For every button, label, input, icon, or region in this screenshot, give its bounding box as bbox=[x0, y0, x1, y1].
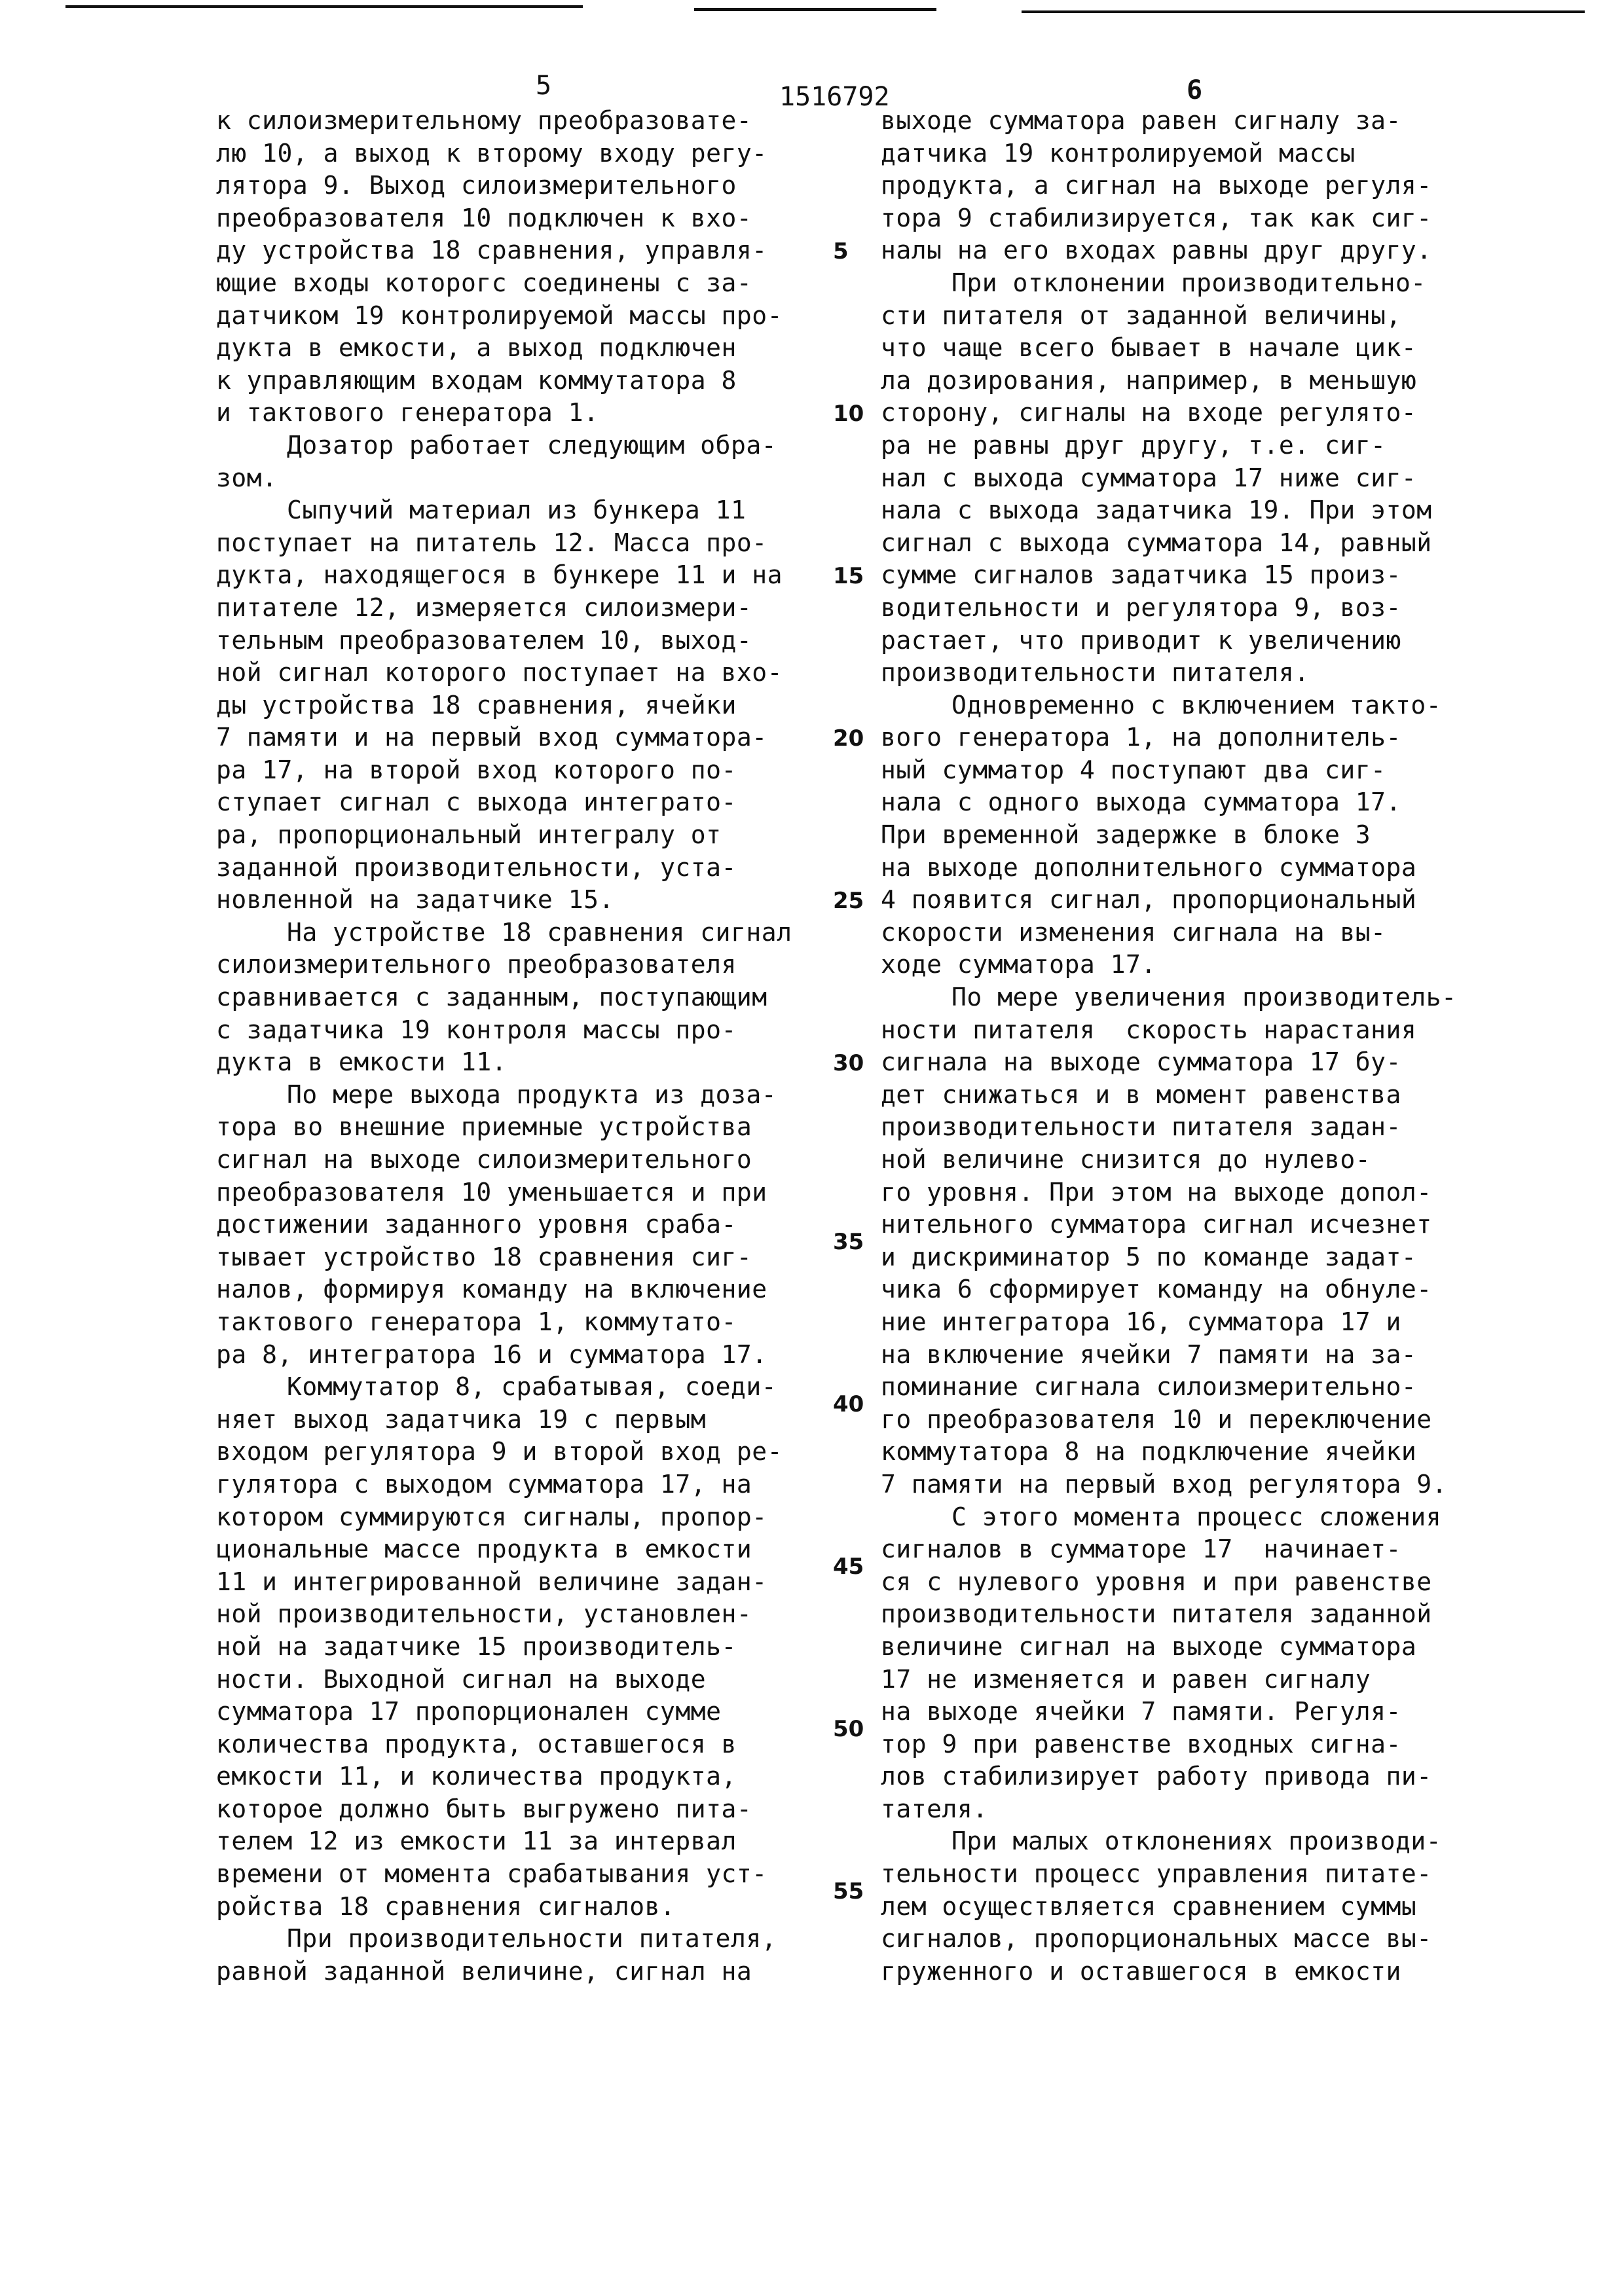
text-line: дукта в емкости, а выход подключен bbox=[216, 332, 792, 365]
text-line: При отклонении производительно- bbox=[881, 267, 1456, 300]
text-line: ной производительности, установлен- bbox=[216, 1598, 792, 1631]
left-page-number: 5 bbox=[536, 71, 551, 101]
text-line: ности. Выходной сигнал на выходе bbox=[216, 1664, 792, 1696]
line-number: 10 bbox=[833, 401, 864, 427]
text-line: чика 6 сформирует команду на обнуле- bbox=[881, 1273, 1456, 1306]
text-line: ности питателя скорость нарастания bbox=[881, 1014, 1456, 1047]
text-line: По мере выхода продукта из доза- bbox=[216, 1079, 792, 1112]
text-line: ющие входы которогс соединены с за- bbox=[216, 267, 792, 300]
text-line: ной сигнал которого поступает на вхо- bbox=[216, 657, 792, 689]
text-line: с задатчика 19 контроля массы про- bbox=[216, 1014, 792, 1047]
text-line: сумме сигналов задатчика 15 произ- bbox=[881, 559, 1456, 592]
text-line: Одновременно с включением такто- bbox=[881, 689, 1456, 722]
text-line: ный сумматор 4 поступают два сиг- bbox=[881, 754, 1456, 787]
line-number: 5 bbox=[833, 238, 849, 264]
text-line: го уровня. При этом на выходе допол- bbox=[881, 1176, 1456, 1209]
text-line: При производительности питателя, bbox=[216, 1923, 792, 1956]
text-line: ся с нулевого уровня и при равенстве bbox=[881, 1566, 1456, 1599]
text-line: тора во внешние приемные устройства bbox=[216, 1111, 792, 1144]
text-line: телем 12 из емкости 11 за интервал bbox=[216, 1825, 792, 1858]
text-line: коммутатора 8 на подключение ячейки bbox=[881, 1436, 1456, 1468]
text-line: С этого момента процесс сложения bbox=[881, 1501, 1456, 1534]
text-line: тора 9 стабилизируется, так как сиг- bbox=[881, 202, 1456, 235]
text-line: на выходе ячейки 7 памяти. Регуля- bbox=[881, 1696, 1456, 1728]
text-line: сумматора 17 пропорционален сумме bbox=[216, 1696, 792, 1728]
text-line: сигнал на выходе силоизмерительного bbox=[216, 1144, 792, 1176]
text-line: По мере увеличения производитель- bbox=[881, 981, 1456, 1014]
text-line: питателе 12, измеряется силоизмери- bbox=[216, 592, 792, 625]
text-line: лем осуществляется сравнением суммы bbox=[881, 1891, 1456, 1923]
text-line: выходе сумматора равен сигналу за- bbox=[881, 105, 1456, 137]
text-line: 17 не изменяется и равен сигналу bbox=[881, 1664, 1456, 1696]
line-number: 30 bbox=[833, 1050, 864, 1076]
text-line: и дискриминатор 5 по команде задат- bbox=[881, 1241, 1456, 1274]
text-line: водительности и регулятора 9, воз- bbox=[881, 592, 1456, 625]
text-line: гулятора с выходом сумматора 17, на bbox=[216, 1468, 792, 1501]
line-number: 25 bbox=[833, 888, 864, 914]
text-line: ды устройства 18 сравнения, ячейки bbox=[216, 689, 792, 722]
text-line: При временной задержке в блоке 3 bbox=[881, 819, 1456, 852]
text-line: сигналов, пропорциональных массе вы- bbox=[881, 1923, 1456, 1956]
text-line: налы на его входах равны друг другу. bbox=[881, 234, 1456, 267]
text-line: няет выход задатчика 19 с первым bbox=[216, 1404, 792, 1436]
text-line: ступает сигнал с выхода интеграто- bbox=[216, 786, 792, 819]
text-line: вого генератора 1, на дополнитель- bbox=[881, 721, 1456, 754]
text-line: ду устройства 18 сравнения, управля- bbox=[216, 234, 792, 267]
right-page-number: 6 bbox=[1187, 75, 1202, 105]
top-rule-center bbox=[694, 8, 936, 11]
line-number: 35 bbox=[833, 1229, 864, 1255]
text-line: 7 памяти и на первый вход сумматора- bbox=[216, 721, 792, 754]
text-line: достижении заданного уровня сраба- bbox=[216, 1209, 792, 1241]
text-line: равной заданной величине, сигнал на bbox=[216, 1956, 792, 1988]
text-line: величине сигнал на выходе сумматора bbox=[881, 1631, 1456, 1664]
text-line: Дозатор работает следующим обра- bbox=[216, 429, 792, 462]
line-number: 50 bbox=[833, 1716, 864, 1742]
text-line: поминание сигнала силоизмерительно- bbox=[881, 1371, 1456, 1404]
line-number: 20 bbox=[833, 725, 864, 752]
text-line: лов стабилизирует работу привода пи- bbox=[881, 1760, 1456, 1793]
text-line: дукта в емкости 11. bbox=[216, 1046, 792, 1079]
text-line: что чаще всего бывает в начале цик- bbox=[881, 332, 1456, 365]
text-line: производительности питателя задан- bbox=[881, 1111, 1456, 1144]
text-line: на включение ячейки 7 памяти на за- bbox=[881, 1339, 1456, 1372]
text-line: ние интегратора 16, сумматора 17 и bbox=[881, 1306, 1456, 1339]
text-line: сторону, сигналы на входе регулято- bbox=[881, 397, 1456, 429]
text-line: производительности питателя заданной bbox=[881, 1598, 1456, 1631]
text-line: к силоизмерительному преобразовате- bbox=[216, 105, 792, 137]
text-line: котором суммируются сигналы, пропор- bbox=[216, 1501, 792, 1534]
text-line: времени от момента срабатывания уст- bbox=[216, 1858, 792, 1891]
text-line: циональные массе продукта в емкости bbox=[216, 1533, 792, 1566]
text-line: ной величине снизится до нулево- bbox=[881, 1144, 1456, 1176]
line-number: 55 bbox=[833, 1878, 864, 1904]
text-line: 7 памяти на первый вход регулятора 9. bbox=[881, 1468, 1456, 1501]
text-line: скорости изменения сигнала на вы- bbox=[881, 917, 1456, 949]
text-line: сигнала на выходе сумматора 17 бу- bbox=[881, 1046, 1456, 1079]
text-line: сравнивается с заданным, поступающим bbox=[216, 981, 792, 1014]
right-column bbox=[881, 105, 1456, 1988]
text-line: нала с одного выхода сумматора 17. bbox=[881, 786, 1456, 819]
text-line: ра не равны друг другу, т.е. сиг- bbox=[881, 429, 1456, 462]
text-line: ла дозирования, например, в меньшую bbox=[881, 365, 1456, 397]
line-number: 15 bbox=[833, 563, 864, 589]
text-line: тельности процесс управления питате- bbox=[881, 1858, 1456, 1891]
text-line: датчика 19 контролируемой массы bbox=[881, 137, 1456, 170]
text-line: сигнал с выхода сумматора 14, равный bbox=[881, 527, 1456, 560]
text-line: силоизмерительного преобразователя bbox=[216, 949, 792, 981]
text-line: на выходе дополнительного сумматора bbox=[881, 852, 1456, 884]
text-line: ходе сумматора 17. bbox=[881, 949, 1456, 981]
text-line: Коммутатор 8, срабатывая, соеди- bbox=[216, 1371, 792, 1404]
text-line: емкости 11, и количества продукта, bbox=[216, 1760, 792, 1793]
text-line: и тактового генератора 1. bbox=[216, 397, 792, 429]
text-line: нала с выхода задатчика 19. При этом bbox=[881, 494, 1456, 527]
text-line: ройства 18 сравнения сигналов. bbox=[216, 1891, 792, 1923]
text-line: входом регулятора 9 и второй вход ре- bbox=[216, 1436, 792, 1468]
line-number: 45 bbox=[833, 1554, 864, 1580]
text-line: датчиком 19 контролируемой массы про- bbox=[216, 300, 792, 333]
text-line: тельным преобразователем 10, выход- bbox=[216, 625, 792, 657]
text-line: сигналов в сумматоре 17 начинает- bbox=[881, 1533, 1456, 1566]
text-line: лятора 9. Выход силоизмерительного bbox=[216, 170, 792, 202]
text-line: производительности питателя. bbox=[881, 657, 1456, 689]
text-line: преобразователя 10 уменьшается и при bbox=[216, 1176, 792, 1209]
text-line: го преобразователя 10 и переключение bbox=[881, 1404, 1456, 1436]
text-line: ра 17, на второй вход которого по- bbox=[216, 754, 792, 787]
text-line: налов, формируя команду на включение bbox=[216, 1273, 792, 1306]
text-line: На устройстве 18 сравнения сигнал bbox=[216, 917, 792, 949]
patent-number: 1516792 bbox=[779, 82, 890, 112]
text-line: сти питателя от заданной величины, bbox=[881, 300, 1456, 333]
text-line: дет снижаться и в момент равенства bbox=[881, 1079, 1456, 1112]
text-line: количества продукта, оставшегося в bbox=[216, 1728, 792, 1761]
line-number: 40 bbox=[833, 1391, 864, 1417]
text-line: При малых отклонениях производи- bbox=[881, 1825, 1456, 1858]
text-line: груженного и оставшегося в емкости bbox=[881, 1956, 1456, 1988]
text-line: 11 и интегрированной величине задан- bbox=[216, 1566, 792, 1599]
text-line: ра, пропорциональный интегралу от bbox=[216, 819, 792, 852]
text-line: которое должно быть выгружено пита- bbox=[216, 1793, 792, 1826]
text-line: поступает на питатель 12. Масса про- bbox=[216, 527, 792, 560]
text-line: 4 появится сигнал, пропорциональный bbox=[881, 884, 1456, 917]
text-line: преобразователя 10 подключен к вхо- bbox=[216, 202, 792, 235]
text-line: заданной производительности, уста- bbox=[216, 852, 792, 884]
text-line: продукта, а сигнал на выходе регуля- bbox=[881, 170, 1456, 202]
top-rule-left bbox=[65, 5, 583, 8]
left-column bbox=[216, 105, 792, 1988]
text-line: ра 8, интегратора 16 и сумматора 17. bbox=[216, 1339, 792, 1372]
top-rule-right bbox=[1022, 10, 1585, 13]
text-line: тывает устройство 18 сравнения сиг- bbox=[216, 1241, 792, 1274]
text-line: к управляющим входам коммутатора 8 bbox=[216, 365, 792, 397]
text-line: тактового генератора 1, коммутато- bbox=[216, 1306, 792, 1339]
text-line: Сыпучий материал из бункера 11 bbox=[216, 494, 792, 527]
text-line: нал с выхода сумматора 17 ниже сиг- bbox=[881, 462, 1456, 495]
text-line: тор 9 при равенстве входных сигна- bbox=[881, 1728, 1456, 1761]
text-line: ной на задатчике 15 производитель- bbox=[216, 1631, 792, 1664]
text-line: тателя. bbox=[881, 1793, 1456, 1826]
text-line: новленной на задатчике 15. bbox=[216, 884, 792, 917]
text-line: зом. bbox=[216, 462, 792, 495]
text-line: нительного сумматора сигнал исчезнет bbox=[881, 1209, 1456, 1241]
text-line: растает, что приводит к увеличению bbox=[881, 625, 1456, 657]
text-line: дукта, находящегося в бункере 11 и на bbox=[216, 559, 792, 592]
text-line: лю 10, а выход к второму входу регу- bbox=[216, 137, 792, 170]
